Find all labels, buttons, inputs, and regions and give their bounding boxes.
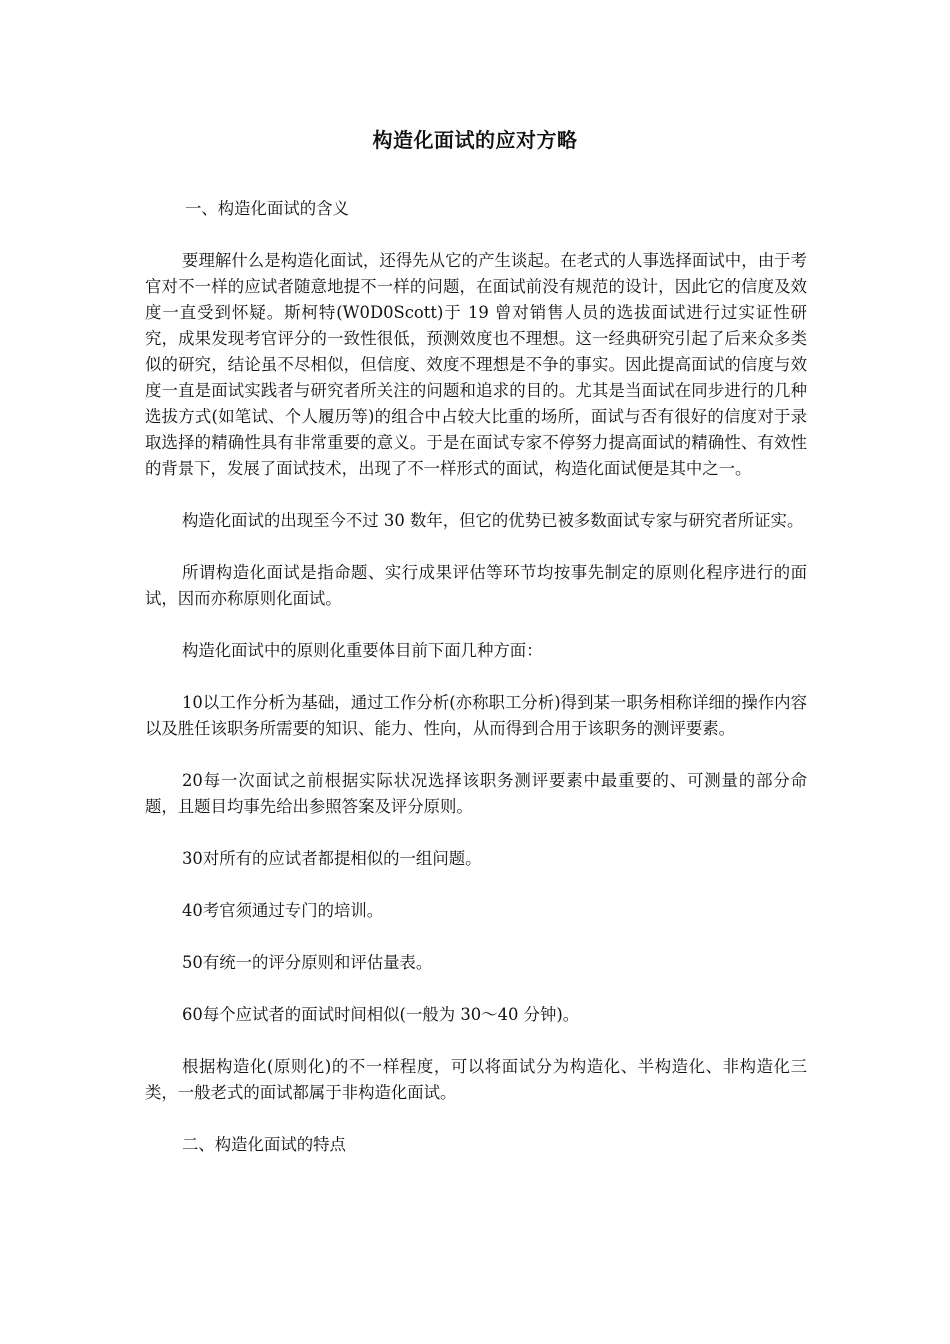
- paragraph-classification: 根据构造化(原则化)的不一样程度，可以将面试分为构造化、半构造化、非构造化三类，一般老式的面试都属于非构造化面试。: [145, 1057, 807, 1102]
- paragraph-origin: 要理解什么是构造化面试，还得先从它的产生谈起。在老式的人事选择面试中，由于考官对不一样的应试者随意地提不一样的问题，在面试前没有规范的设计，因此它的信度及效度一直受到怀疑。斯柯特(W0D0Scott)于 19 曾对销售人员的选拔面试进行过实证性研究，成果发现考官评分的一致性很低，预测效度也不理想。这一经典研究引起了后来众多类似的研究，结论虽不尽相似，但信度、效度不理想是不争的事实。因此提高面试的信度与效度一直是面试实践者与研究者所关注的问题和追求的目的。尤其是当面试在同步进行的几种选拔方式(如笔试、个人履历等)的组合中占较大比重的场所，面试与否有很好的信度对于录取选择的精确性具有非常重要的意义。于是在面试专家不停努力提高面试的精确性、有效性的背景下，发展了面试技术，出现了不一样形式的面试，构造化面试便是其中之一。: [145, 251, 807, 478]
- paragraph-history: 构造化面试的出现至今不过 30 数年，但它的优势已被多数面试专家与研究者所证实。: [182, 511, 804, 530]
- list-item: 60每个应试者的面试时间相似(一般为 30～40 分钟)。: [182, 1005, 580, 1024]
- document-title: 构造化面试的应对方略: [372, 128, 578, 152]
- list-item: 50有统一的评分原则和评估量表。: [182, 953, 433, 972]
- list-item: 40考官须通过专门的培训。: [182, 901, 384, 920]
- list-item: 30对所有的应试者都提相似的一组问题。: [182, 849, 482, 868]
- paragraph-aspects-intro: 构造化面试中的原则化重要体目前下面几种方面：: [182, 641, 543, 660]
- section-heading-1: 一、构造化面试的含义: [185, 199, 349, 218]
- section-heading-2: 二、构造化面试的特点: [182, 1135, 346, 1154]
- list-item: 10以工作分析为基础，通过工作分析(亦称职工分析)得到某一职务相称详细的操作内容以及胜任该职务所需要的知识、能力、性向，从而得到合用于该职务的测评要素。: [145, 693, 807, 738]
- list-item: 20每一次面试之前根据实际状况选择该职务测评要素中最重要的、可测量的部分命题，且题目均事先给出参照答案及评分原则。: [145, 771, 807, 816]
- document-body: [145, 196, 807, 1184]
- paragraph-definition: 所谓构造化面试是指命题、实行成果评估等环节均按事先制定的原则化程序进行的面试，因而亦称原则化面试。: [145, 563, 807, 608]
